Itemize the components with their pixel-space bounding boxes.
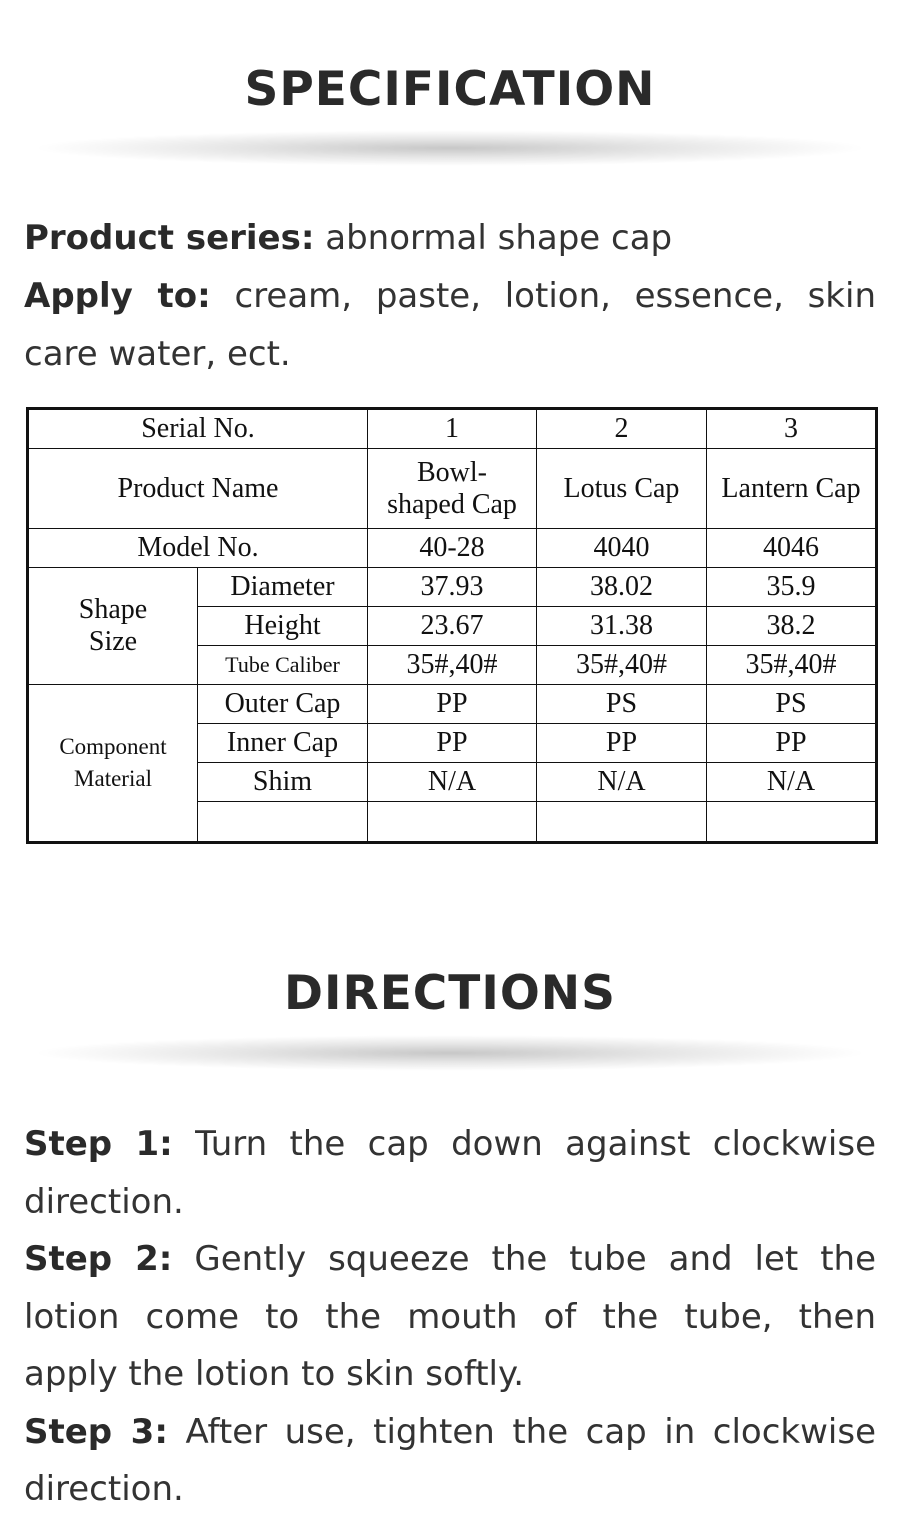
product-name-cell (368, 449, 537, 529)
specification-heading: SPECIFICATION (244, 62, 656, 117)
diameter-label: Diameter (198, 568, 368, 607)
apply-to-line (24, 267, 876, 383)
empty-cell (368, 802, 537, 843)
heading-divider-shadow (30, 130, 870, 166)
step-1-line (24, 1116, 876, 1174)
outer-cap-label: Outer Cap (198, 685, 368, 724)
inner-cap-cell: PP (707, 724, 877, 763)
diameter-cell: 38.02 (537, 568, 707, 607)
group-label-line: Material (74, 766, 152, 791)
step-2-line: apply the lotion to skin softly. (24, 1354, 525, 1394)
specification-table (26, 407, 878, 844)
height-cell: 23.67 (368, 607, 537, 646)
inner-cap-label: Inner Cap (198, 724, 368, 763)
step-2-text: Gently squeeze the tube and let the (194, 1239, 877, 1279)
step-2-label: Step 2: (24, 1239, 173, 1279)
shim-cell: N/A (537, 763, 707, 802)
shim-label: Shim (198, 763, 368, 802)
outer-cap-cell: PP (368, 685, 537, 724)
step-2-line (24, 1231, 876, 1289)
tube-caliber-label: Tube Caliber (198, 646, 368, 685)
group-label-line: Shape (78, 594, 148, 625)
table-row (28, 449, 877, 529)
model-cell: 4040 (537, 529, 707, 568)
step-3-line (24, 1404, 876, 1462)
empty-cell (198, 802, 368, 843)
product-series-label: Product series: (24, 218, 315, 258)
heading-divider-shadow (30, 1035, 870, 1071)
outer-cap-cell: PS (537, 685, 707, 724)
serial-cell: 3 (707, 409, 877, 449)
diameter-cell: 35.9 (707, 568, 877, 607)
shim-cell: N/A (368, 763, 537, 802)
table-row (28, 529, 877, 568)
step-3-label: Step 3: (24, 1411, 168, 1452)
model-label: Model No. (28, 529, 368, 568)
diameter-cell: 37.93 (368, 568, 537, 607)
group-label-line: Size (88, 626, 138, 657)
outer-cap-cell: PS (707, 685, 877, 724)
shape-size-group (28, 568, 198, 685)
product-series-line (24, 209, 876, 267)
height-cell: 38.2 (707, 607, 877, 646)
empty-cell (707, 802, 877, 843)
product-series-value: abnormal shape cap (325, 218, 673, 258)
empty-cell (537, 802, 707, 843)
height-cell: 31.38 (537, 607, 707, 646)
tube-caliber-cell: 35#,40# (537, 646, 707, 685)
step-1-text: Turn the cap down against clockwise (195, 1124, 877, 1164)
table-row (28, 409, 877, 449)
group-label-line: Component (59, 734, 167, 759)
step-1-line: direction. (24, 1181, 184, 1222)
apply-to-value: cream, paste, lotion, essence, skin care water, ect. (24, 276, 876, 374)
serial-label: Serial No. (28, 409, 368, 449)
tube-caliber-cell: 35#,40# (707, 646, 877, 685)
directions-heading: DIRECTIONS (284, 966, 616, 1021)
product-name-line: shaped Cap (387, 488, 517, 520)
step-2-line: lotion come to the mouth of the tube, then (24, 1296, 876, 1337)
product-name-cell: Lantern Cap (707, 449, 877, 529)
model-cell: 4046 (707, 529, 877, 568)
shim-cell: N/A (707, 763, 877, 802)
apply-to-label: Apply to: (24, 276, 211, 316)
step-1-label: Step 1: (24, 1124, 173, 1164)
directions-steps (24, 1116, 876, 1519)
product-name-cell: Lotus Cap (537, 449, 707, 529)
model-cell: 40-28 (368, 529, 537, 568)
product-name-label: Product Name (28, 449, 368, 529)
step-3-text: After use, tighten the cap in clockwise (185, 1411, 876, 1452)
product-name-line: Bowl- (417, 456, 487, 488)
tube-caliber-cell: 35#,40# (368, 646, 537, 685)
inner-cap-cell: PP (537, 724, 707, 763)
step-3-line: direction. (24, 1469, 184, 1509)
product-info (24, 209, 876, 383)
component-material-group (28, 685, 198, 843)
table-row (28, 568, 877, 607)
table-row (28, 685, 877, 724)
height-label: Height (198, 607, 368, 646)
inner-cap-cell: PP (368, 724, 537, 763)
serial-cell: 1 (368, 409, 537, 449)
serial-cell: 2 (537, 409, 707, 449)
